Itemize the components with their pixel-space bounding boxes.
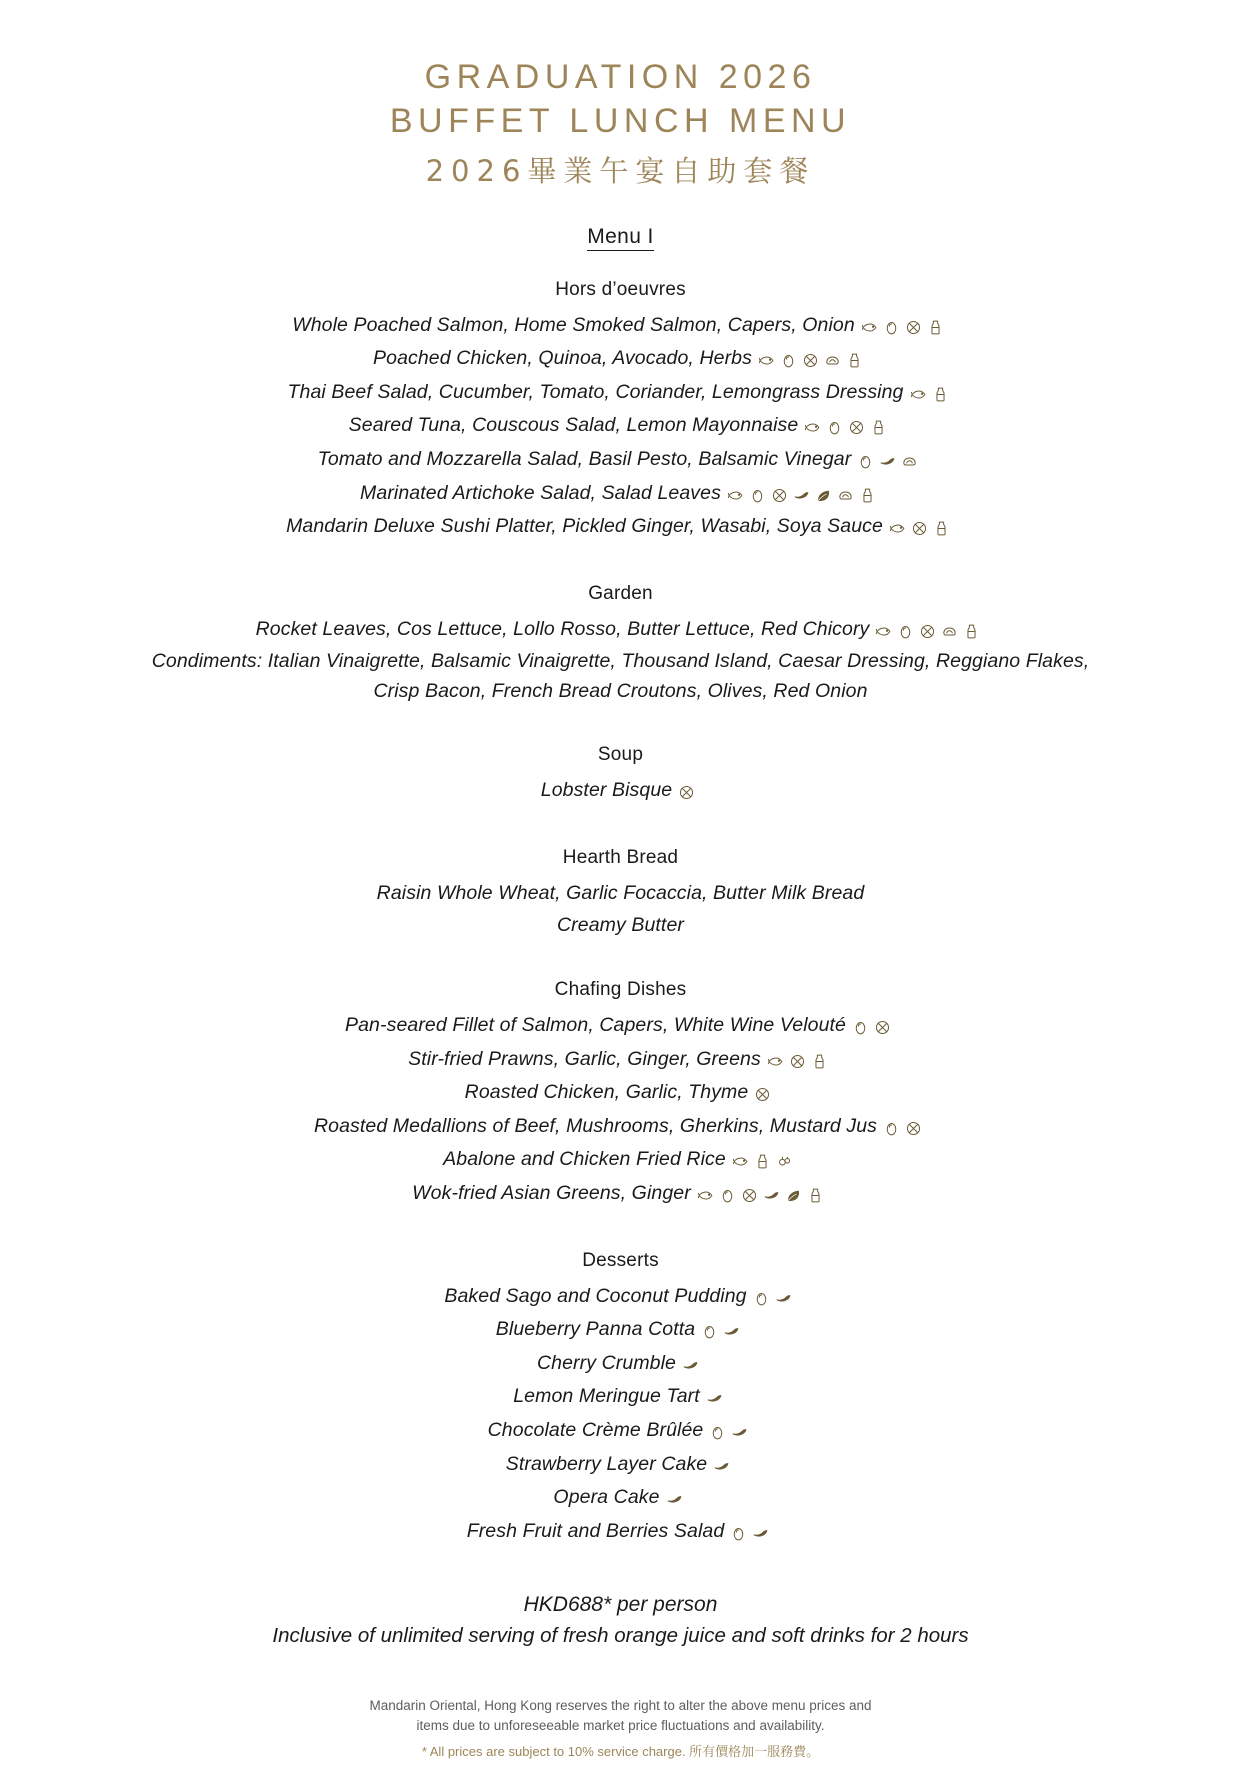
menu-item-text: Seared Tuna, Couscous Salad, Lemon Mayonnaise [348,414,799,437]
egg-icon [701,1323,718,1340]
section-title: Hors d’oeuvres [555,278,686,300]
egg-icon [897,623,914,640]
menu-item [110,878,1131,910]
fish-icon [732,1153,749,1170]
egg-icon [780,352,797,369]
milk-icon [846,352,863,369]
menu-item [110,1077,1131,1111]
menu-item [110,1449,1131,1483]
price-block [110,1589,1131,1651]
menu-item-text: Poached Chicken, Quinoa, Avocado, Herbs [373,347,752,370]
egg-icon [883,1120,900,1137]
allergen-icons [678,777,700,809]
allergen-icons [706,1383,728,1415]
chocolate-icon [723,1323,740,1340]
allergen-icons [697,1180,829,1212]
allergen-icons [804,412,892,444]
menu-section [110,744,1131,809]
milk-icon [870,419,887,436]
menu-item [110,1281,1131,1315]
allergen-icons [709,1417,753,1449]
menu-label-text: Menu I [587,225,654,251]
allergen-icons [732,1146,798,1178]
menu-item-text: Raisin Whole Wheat, Garlic Focaccia, Butter Milk Bread [376,882,865,904]
section-items [110,310,1131,545]
chocolate-icon [793,487,810,504]
menu-item-text: Lemon Meringue Tart [513,1385,700,1408]
menu-item-text: Wok-fried Asian Greens, Ginger [412,1182,691,1205]
fish-icon [861,319,878,336]
menu-item [110,377,1131,411]
milk-icon [932,386,949,403]
egg-icon [883,319,900,336]
menu-section [110,279,1131,545]
shell-icon [776,1153,793,1170]
section-items [110,878,1131,941]
egg-icon [730,1525,747,1542]
nuts-icon [941,623,958,640]
gluten-icon [741,1187,758,1204]
fish-icon [875,623,892,640]
menu-item-text: Creamy Butter [556,913,684,936]
gluten-icon [771,487,788,504]
menu-item [110,343,1131,377]
egg-icon [719,1187,736,1204]
menu-item [110,1178,1131,1212]
milk-icon [807,1187,824,1204]
allergen-icons [730,1518,774,1550]
allergen-icons [910,379,954,411]
menu-item [110,1010,1131,1044]
menu-item [110,1415,1131,1449]
menu-item [110,410,1131,444]
egg-icon [709,1424,726,1441]
menu-item [110,1314,1131,1348]
egg-icon [749,487,766,504]
chocolate-icon [713,1458,730,1475]
title-line-1: GRADUATION 2026 [424,58,817,96]
fish-icon [697,1187,714,1204]
menu-item [110,676,1131,706]
milk-icon [933,520,950,537]
menu-section [110,979,1131,1211]
footer-line-1: Mandarin Oriental, Hong Kong reserves the right to alter the above menu prices and [369,1697,872,1713]
footer-service-charge: * All prices are subject to 10% service charge. 所有價格加一服務費。 [421,1744,820,1759]
chocolate-icon [706,1390,723,1407]
menu-section [110,583,1131,707]
leaf-icon [815,487,832,504]
gluten-icon [905,1120,922,1137]
fish-icon [910,386,927,403]
section-items [110,1010,1131,1211]
fish-icon [727,487,744,504]
menu-item-text: Rocket Leaves, Cos Lettuce, Lollo Rosso, Butter Lettuce, Red Chicory [255,617,870,640]
allergen-icons [758,345,868,377]
title-line-2: BUFFET LUNCH MENU [389,101,852,140]
menu-item-text: Mandarin Deluxe Sushi Platter, Pickled Ginger, Wasabi, Soya Sauce [286,515,883,538]
menu-section [110,1250,1131,1550]
menu-item-text: Abalone and Chicken Fried Rice [443,1148,726,1171]
leaf-icon [785,1187,802,1204]
allergen-icons [713,1451,735,1483]
gluten-icon [789,1053,806,1070]
section-title: Soup [597,744,644,766]
menu-item [110,910,1131,942]
allergen-icons [701,1316,745,1348]
section-items [110,775,1131,809]
menu-item [110,444,1131,478]
gluten-icon [919,623,936,640]
gluten-icon [874,1019,891,1036]
menu-item-text: Pan-seared Fillet of Salmon, Capers, White Wine Velouté [345,1014,846,1037]
menu-item-text: Fresh Fruit and Berries Salad [466,1519,725,1542]
allergen-icons [875,616,985,646]
menu-item [110,1516,1131,1550]
menu-item-text: Chocolate Crème Brûlée [487,1418,704,1441]
menu-item-text: Baked Sago and Coconut Pudding [444,1284,747,1307]
menu-item [110,511,1131,545]
gluten-icon [754,1086,771,1103]
egg-icon [857,453,874,470]
fish-icon [889,520,906,537]
menu-item [110,1348,1131,1382]
milk-icon [859,487,876,504]
menu-item-text: Strawberry Layer Cake [505,1452,708,1475]
title-chinese: 2026畢業午宴自助套餐 [425,154,816,189]
gluten-icon [848,419,865,436]
menu-item-text: Crisp Bacon, French Bread Croutons, Olives, Red Onion [373,680,868,703]
allergen-icons [857,446,923,478]
allergen-icons [852,1012,896,1044]
egg-icon [753,1290,770,1307]
page-title [110,56,1131,191]
menu-item-text: Tomato and Mozzarella Salad, Basil Pesto, Balsamic Vinegar [317,448,852,471]
milk-icon [811,1053,828,1070]
chocolate-icon [666,1491,683,1508]
chocolate-icon [879,453,896,470]
menu-item-text: Condiments: Italian Vinaigrette, Balsamic Vinaigrette, Thousand Island, Caesar Dressing, Reggiano Flakes, [151,649,1090,672]
menu-item [110,1044,1131,1078]
chocolate-icon [682,1357,699,1374]
allergen-icons [861,312,949,344]
allergen-icons [727,480,881,512]
fish-icon [804,419,821,436]
section-items [110,614,1131,707]
gluten-icon [678,784,695,801]
nuts-icon [901,453,918,470]
menu-item-text: Roasted Chicken, Garlic, Thyme [464,1081,749,1104]
milk-icon [963,623,980,640]
section-title: Hearth Bread [562,847,679,868]
gluten-icon [802,352,819,369]
chocolate-icon [731,1424,748,1441]
allergen-icons [767,1046,833,1078]
milk-icon [927,319,944,336]
menu-item [110,1381,1131,1415]
menu-item-text: Lobster Bisque [540,779,673,802]
menu-item [110,614,1131,646]
allergen-icons [666,1484,688,1516]
menu-item-text: Marinated Artichoke Salad, Salad Leaves [360,481,721,504]
price-line: HKD688* per person [523,1593,718,1617]
footer-line-2: items due to unforeseeable market price fluctuations and availability. [416,1717,825,1733]
gluten-icon [911,520,928,537]
section-title: Garden [588,582,653,604]
gluten-icon [905,319,922,336]
allergen-icons [753,1283,797,1315]
nuts-icon [837,487,854,504]
menu-item [110,646,1131,676]
milk-icon [754,1153,771,1170]
menu-item [110,478,1131,512]
footer-disclaimer [110,1696,1131,1762]
chocolate-icon [752,1525,769,1542]
allergen-icons [889,513,955,545]
section-items [110,1281,1131,1550]
menu-item-text: Cherry Crumble [536,1351,676,1374]
allergen-icons [682,1350,704,1382]
menu-item-text: Roasted Medallions of Beef, Mushrooms, Gherkins, Mustard Jus [313,1114,878,1137]
menu-item [110,1144,1131,1178]
nuts-icon [824,352,841,369]
chocolate-icon [763,1187,780,1204]
menu-item-text: Opera Cake [553,1486,660,1509]
menu-item [110,1111,1131,1145]
menu-item [110,775,1131,809]
menu-item-text: Blueberry Panna Cotta [495,1318,696,1341]
section-title: Desserts [582,1249,659,1271]
menu-item-text: Whole Poached Salmon, Home Smoked Salmon, Capers, Onion [292,313,855,336]
menu-item [110,1482,1131,1516]
fish-icon [767,1053,784,1070]
egg-icon [826,419,843,436]
menu-item-text: Thai Beef Salad, Cucumber, Tomato, Coriander, Lemongrass Dressing [287,380,904,403]
section-title: Chafing Dishes [554,979,687,1001]
allergen-icons [883,1113,927,1145]
price-inclusive-line: Inclusive of unlimited serving of fresh orange juice and soft drinks for 2 hours [272,1623,969,1647]
menu-item [110,310,1131,344]
egg-icon [852,1019,869,1036]
allergen-icons [754,1079,776,1111]
fish-icon [758,352,775,369]
menu-sections [110,279,1131,1550]
menu-section [110,847,1131,941]
chocolate-icon [775,1290,792,1307]
menu-label [110,225,1131,249]
menu-item-text: Stir-fried Prawns, Garlic, Ginger, Greens [408,1047,761,1070]
